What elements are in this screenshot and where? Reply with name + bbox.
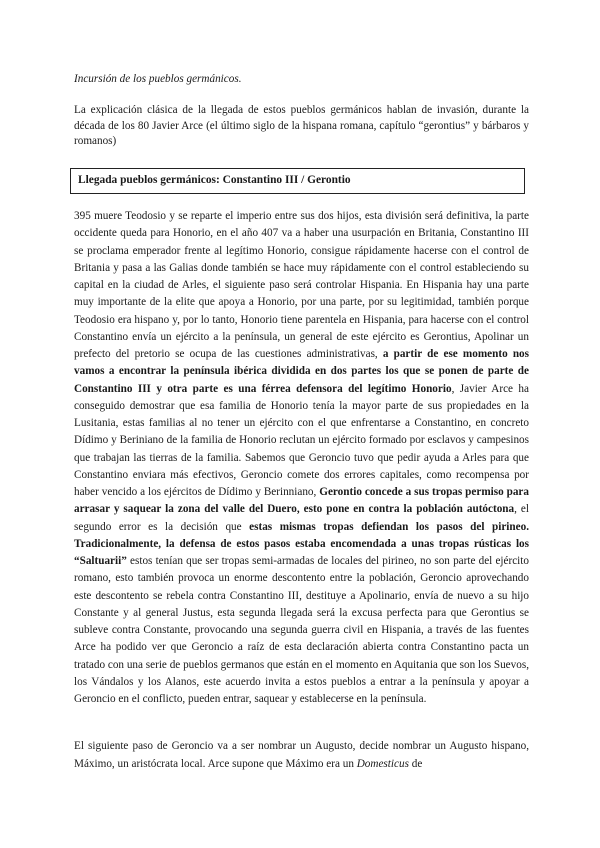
text-run: 395 muere Teodosio y se reparte el imperio entre sus dos hijos, esta división será definitiva, la parte occidente queda para Honorio, en el año 407 va a haber una usurpación en Britania, Constantino III se proclama emperador frente al legítimo Honorio, consigue rápidamente hacerse con el control de Britania y pasa a las Galias donde también se hace muy rápidamente con el control estableciendo su capital en la ciudad de Arles, el siguiente paso será controlar Hispania. En Hispania hay una parte muy importante de la elite que apoya a Honorio, por una parte, por su legitimidad, también porque Teodosio era hispano y, por lo tanto, Honorio tiene parentela en Hispania, para hacerse con el control Constantino envía un ejército a la península, un general de este ejército es Gerontius, Apolinar un prefecto del pretorio se ocupa de las cuestiones administrativas,	[74, 210, 529, 360]
text-run: de	[408, 758, 423, 771]
closing-paragraph	[74, 737, 529, 774]
bold-run: Gerontio concede a sus tropas permiso para arrasar y saquear la zona del valle del Duero, esto pone en contra la población autóctona	[74, 486, 529, 516]
text-run: El siguiente paso de Geroncio va a ser nombrar un Augusto, decide nombrar un Augusto hispano, Máximo, un aristócrata local. Arce supone que Máximo era un	[74, 740, 529, 771]
section-title-box	[70, 168, 525, 194]
closing-paragraph-text	[74, 737, 529, 774]
main-paragraph-text	[74, 208, 529, 708]
text-run: estos tenían que ser tropas semi-armadas de locales del pirineo, no son parte del ejército romano, esto también provoca un enorme descontento entre la población, Geroncio aprovechando este descontento se rebela contra Constantino III, destituye a Apolinario, envía de nuevo a su hijo Constante y al general Justus, esta segunda llegada será la excusa perfecta para que Gerontius se subleve contra Constante, provocando una segunda guerra civil en Hispania, a través de las fuentes Arce ha podido ver que Geroncio a raíz de esta declaración abierta contra Constantino pacta un tratado con una serie de pueblos germanos que están en el momento en Aquitania que son los Suevos, los Vándalos y los Alanos, este acuerdo invita a estos pueblos a entrar a la península y apoyar a Geroncio en el conflicto, pueden entrar, saquear y establecerse en la península.	[74, 555, 529, 705]
text-run: , Javier Arce ha conseguido demostrar que esa familia de Honorio tenía la mayor parte de sus propiedades en la Lusitania, estas familias al no tener un ejército con el que enfrentarse a Constantino, en concreto Dídimo y Beriniano de la familia de Honorio reclutan un ejército formado por esclavos y campesinos que trabajan las tierras de la familia. Sabemos que Geroncio tuvo que pedir ayuda a Arles para que Constantino enviara más efectivos, Geroncio comete dos errores capitales, como recompensa por haber vencido a los ejércitos de Dídimo y Berinniano,	[74, 382, 529, 498]
bold-run: estas mismas tropas defiendan los pasos del pirineo. Tradicionalmente, la defensa de estos pasos estaba encomendada a unas tropas rústicas los “Saltuarii”	[74, 520, 529, 567]
section-title: Llegada pueblos germánicos: Constantino III / Gerontio	[78, 174, 351, 186]
main-paragraph	[74, 208, 529, 708]
intro-paragraph: La explicación clásica de la llegada de estos pueblos germánicos hablan de invasión, durante la década de los 80 Javier Arce (el último siglo de la hispana romana, capítulo “gerontius” y bárbaros y romanos)	[74, 104, 529, 148]
text-run: , el segundo error es la decisión que	[74, 503, 529, 533]
bold-run: a partir de ese momento nos vamos a encontrar la península ibérica dividida en dos partes los que se ponen de parte de Constantino III y otra parte es una férrea defensora del legítimo Honorio	[74, 348, 529, 395]
page-heading: Incursión de los pueblos germánicos.	[74, 73, 242, 85]
italic-run: Domesticus	[356, 758, 409, 771]
